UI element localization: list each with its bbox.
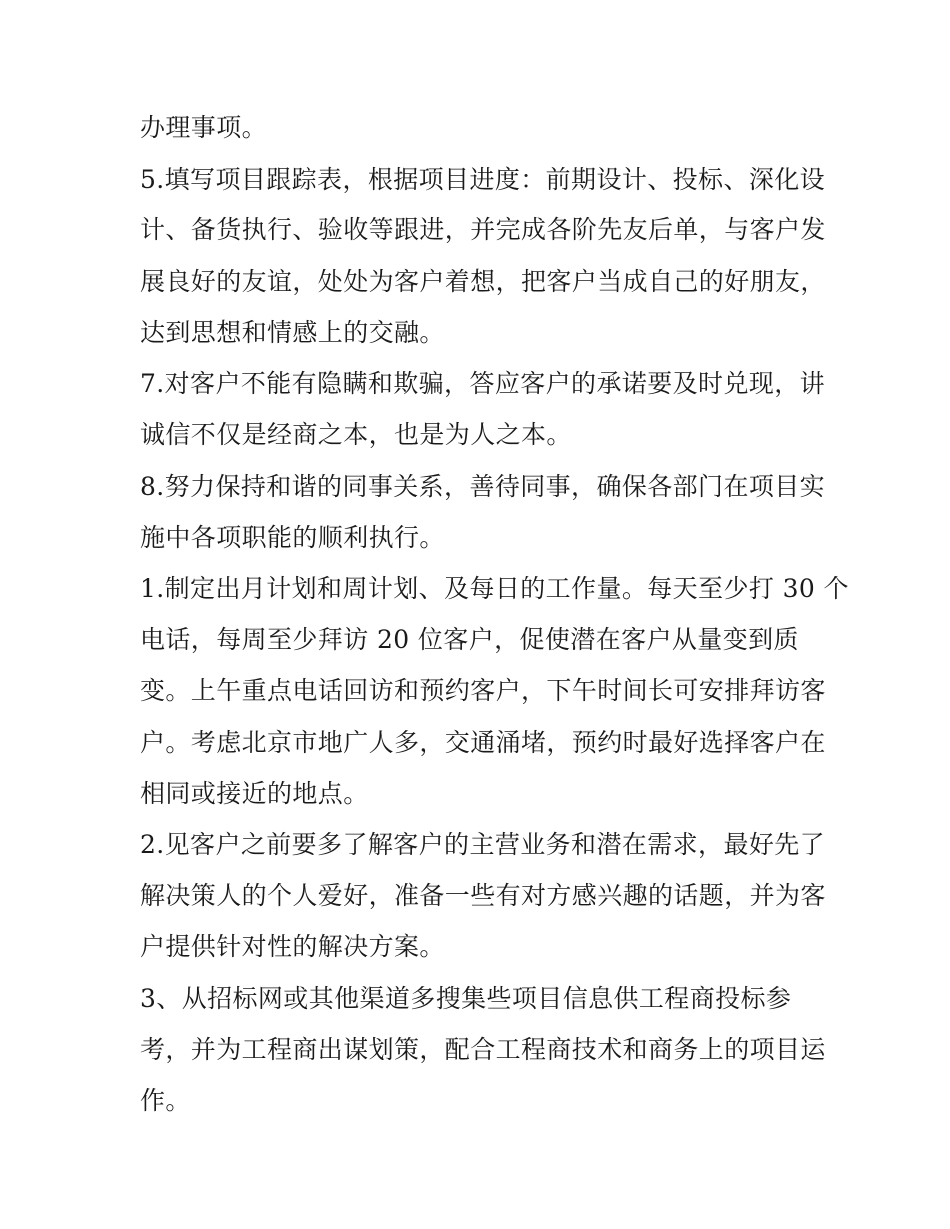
text-line: 作。: [140, 1086, 191, 1115]
text-line: 8.努力保持和谐的同事关系，善待同事，确保各部门在项目实: [140, 472, 826, 501]
text-line: 施中各项职能的顺利执行。: [140, 523, 445, 552]
text-line: 电话，每周至少拜访 20 位客户，促使潜在客户从量变到质: [140, 625, 799, 654]
text-line: 变。上午重点电话回访和预约客户，下午时间长可安排拜访客: [140, 676, 826, 705]
text-line: 相同或接近的地点。: [140, 779, 369, 808]
text-line: 3、从招标网或其他渠道多搜集些项目信息供工程商投标参: [140, 984, 792, 1013]
text-line: 户。考虑北京市地广人多，交通涌堵，预约时最好选择客户在: [140, 728, 826, 757]
text-line: 计、备货执行、验收等跟进，并完成各阶先友后单，与客户发: [140, 215, 826, 244]
text-line: 诚信不仅是经商之本，也是为人之本。: [140, 420, 572, 449]
text-line: 解决策人的个人爱好，准备一些有对方感兴趣的话题，并为客: [140, 881, 826, 910]
text-line: 2.见客户之前要多了解客户的主营业务和潜在需求，最好先了: [140, 830, 826, 859]
text-line: 办理事项。: [140, 113, 268, 142]
text-line: 户提供针对性的解决方案。: [140, 932, 445, 961]
text-line: 考，并为工程商出谋划策，配合工程商技术和商务上的项目运: [140, 1035, 826, 1064]
text-line: 达到思想和情感上的交融。: [140, 318, 445, 347]
text-line: 7.对客户不能有隐瞒和欺骗，答应客户的承诺要及时兑现，讲: [140, 369, 826, 398]
text-line: 展良好的友谊，处处为客户着想，把客户当成自己的好朋友，: [140, 267, 826, 296]
text-line: 5.填写项目跟踪表，根据项目进度：前期设计、投标、深化设: [140, 165, 826, 194]
text-line: 1.制定出月计划和周计划、及每日的工作量。每天至少打 30 个: [140, 574, 849, 603]
